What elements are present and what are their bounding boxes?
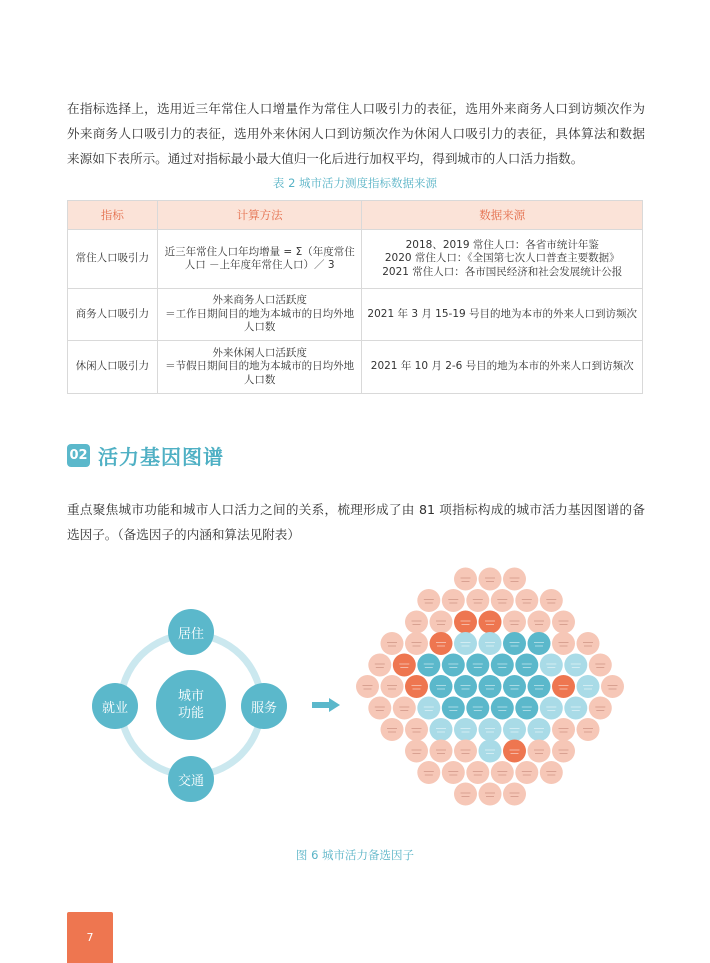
factor-circle	[552, 740, 575, 763]
factor-circle	[368, 654, 391, 677]
factor-circle	[589, 697, 612, 720]
factor-circle	[430, 675, 453, 698]
source-cell: 2021 年 3 月 15-19 号目的地为本市的外来人口到访频次	[362, 289, 643, 341]
factor-circle	[540, 589, 563, 612]
factor-circle	[454, 632, 477, 655]
vitality-factor-honeycomb	[340, 562, 640, 824]
factor-circle	[503, 568, 526, 591]
factor-circle	[491, 654, 514, 677]
node-bottom: 交通	[168, 756, 214, 802]
table-row	[68, 289, 643, 341]
table-header-row	[68, 201, 643, 230]
factor-circle	[491, 697, 514, 720]
method-cell: 外来休闲人口活跃度 ＝节假日期间目的地为本城市的日均外地人口数	[157, 341, 362, 394]
factor-circle	[466, 761, 489, 784]
section-title: 活力基因图谱	[98, 445, 224, 469]
indicator-cell: 商务人口吸引力	[68, 289, 158, 341]
factor-circle	[540, 697, 563, 720]
node-left: 就业	[92, 683, 138, 729]
method-cell: 外来商务人口活跃度 ＝工作日期间目的地为本城市的日均外地人口数	[157, 289, 362, 341]
factor-circle	[528, 718, 551, 741]
factor-circle	[430, 740, 453, 763]
factor-circle	[577, 675, 600, 698]
factor-circle	[479, 718, 502, 741]
header-indicator: 指标	[68, 201, 158, 230]
factor-circle	[417, 589, 440, 612]
factor-circle	[589, 654, 612, 677]
indicator-cell: 休闲人口吸引力	[68, 341, 158, 394]
factor-circle	[528, 611, 551, 634]
factor-circle	[540, 654, 563, 677]
factor-circle	[466, 697, 489, 720]
factor-circle	[491, 761, 514, 784]
factor-circle	[405, 718, 428, 741]
factor-circle	[381, 675, 404, 698]
factor-circle	[552, 611, 575, 634]
node-top: 居住	[168, 609, 214, 655]
data-source-table	[67, 200, 643, 394]
source-cell: 2021 年 10 月 2-6 号目的地为本市的外来人口到访频次	[362, 341, 643, 394]
factor-circle	[405, 632, 428, 655]
factor-circle	[503, 740, 526, 763]
factor-circle	[381, 632, 404, 655]
factor-circle	[601, 675, 624, 698]
factor-circle	[454, 568, 477, 591]
factor-circle	[552, 675, 575, 698]
arrow-right-icon	[312, 698, 340, 712]
factor-circle	[479, 675, 502, 698]
factor-circle	[405, 611, 428, 634]
factor-circle	[479, 740, 502, 763]
source-cell: 2018、2019 常住人口：各省市统计年鉴 2020 常住人口：《全国第七次人口普查主要数据》 2021 常住人口：各市国民经济和社会发展统计公报	[362, 230, 643, 289]
factor-circle	[515, 654, 538, 677]
header-source: 数据来源	[362, 201, 643, 230]
factor-circle	[417, 697, 440, 720]
center-node: 城市 功能	[156, 670, 226, 740]
node-right: 服务	[241, 683, 287, 729]
factor-circle	[503, 675, 526, 698]
indicator-cell: 常住人口吸引力	[68, 230, 158, 289]
factor-circle	[430, 718, 453, 741]
factor-circle	[368, 697, 391, 720]
factor-circle	[454, 783, 477, 806]
factor-circle	[381, 718, 404, 741]
factor-circle	[442, 654, 465, 677]
table-row	[68, 341, 643, 394]
factor-circle	[503, 632, 526, 655]
factor-circle	[466, 654, 489, 677]
intro-paragraph: 在指标选择上，选用近三年常住人口增量作为常住人口吸引力的表征，选用外来商务人口到访频次作为外来商务人口吸引力的表征，选用外来休闲人口到访频次作为休闲人口吸引力的表征，具体算法和数据来源如下表所示。通过对指标最小最大值归一化后进行加权平均，得到城市的人口活力指数。	[67, 101, 645, 166]
factor-circle	[577, 718, 600, 741]
factor-circle	[479, 783, 502, 806]
factor-circle	[564, 697, 587, 720]
factor-circle	[515, 761, 538, 784]
factor-circle	[356, 675, 379, 698]
factor-circle	[528, 632, 551, 655]
body-paragraph: 重点聚焦城市功能和城市人口活力之间的关系，梳理形成了由 81 项指标构成的城市活力基因图谱的备选因子。（备选因子的内涵和算法见附表）	[67, 502, 645, 542]
table-caption: 表 2 城市活力测度指标数据来源	[272, 176, 438, 190]
factor-circle	[552, 632, 575, 655]
factor-circle	[417, 761, 440, 784]
factor-circle	[515, 589, 538, 612]
factor-circle	[417, 654, 440, 677]
factor-circle	[503, 718, 526, 741]
factor-circle	[405, 740, 428, 763]
factor-circle	[577, 632, 600, 655]
factor-circle	[503, 783, 526, 806]
factor-circle	[528, 675, 551, 698]
factor-circle	[454, 740, 477, 763]
factor-circle	[564, 654, 587, 677]
factor-circle	[430, 632, 453, 655]
figure-caption: 图 6 城市活力备选因子	[295, 848, 415, 862]
factor-circle	[503, 611, 526, 634]
factor-circle	[442, 697, 465, 720]
table-row	[68, 230, 643, 289]
factor-circle	[393, 697, 416, 720]
factor-circle	[430, 611, 453, 634]
factor-circle	[540, 761, 563, 784]
factor-circle	[454, 718, 477, 741]
factor-circle	[479, 632, 502, 655]
factor-circle	[479, 611, 502, 634]
factor-circle	[466, 589, 489, 612]
factor-circle	[393, 654, 416, 677]
page-number: 7	[67, 912, 113, 963]
header-method: 计算方法	[157, 201, 362, 230]
factor-circle	[442, 589, 465, 612]
method-cell: 近三年常住人口年均增量 = Σ（年度常住人口 －上年度年常住人口）／ 3	[157, 230, 362, 289]
factor-circle	[405, 675, 428, 698]
factor-circle	[454, 675, 477, 698]
factor-circle	[454, 611, 477, 634]
factor-circle	[552, 718, 575, 741]
factor-circle	[528, 740, 551, 763]
factor-circle	[442, 761, 465, 784]
section-heading	[67, 441, 224, 470]
factor-circle	[479, 568, 502, 591]
factor-circle	[491, 589, 514, 612]
factor-circle	[515, 697, 538, 720]
section-number-badge: 02	[67, 444, 90, 467]
